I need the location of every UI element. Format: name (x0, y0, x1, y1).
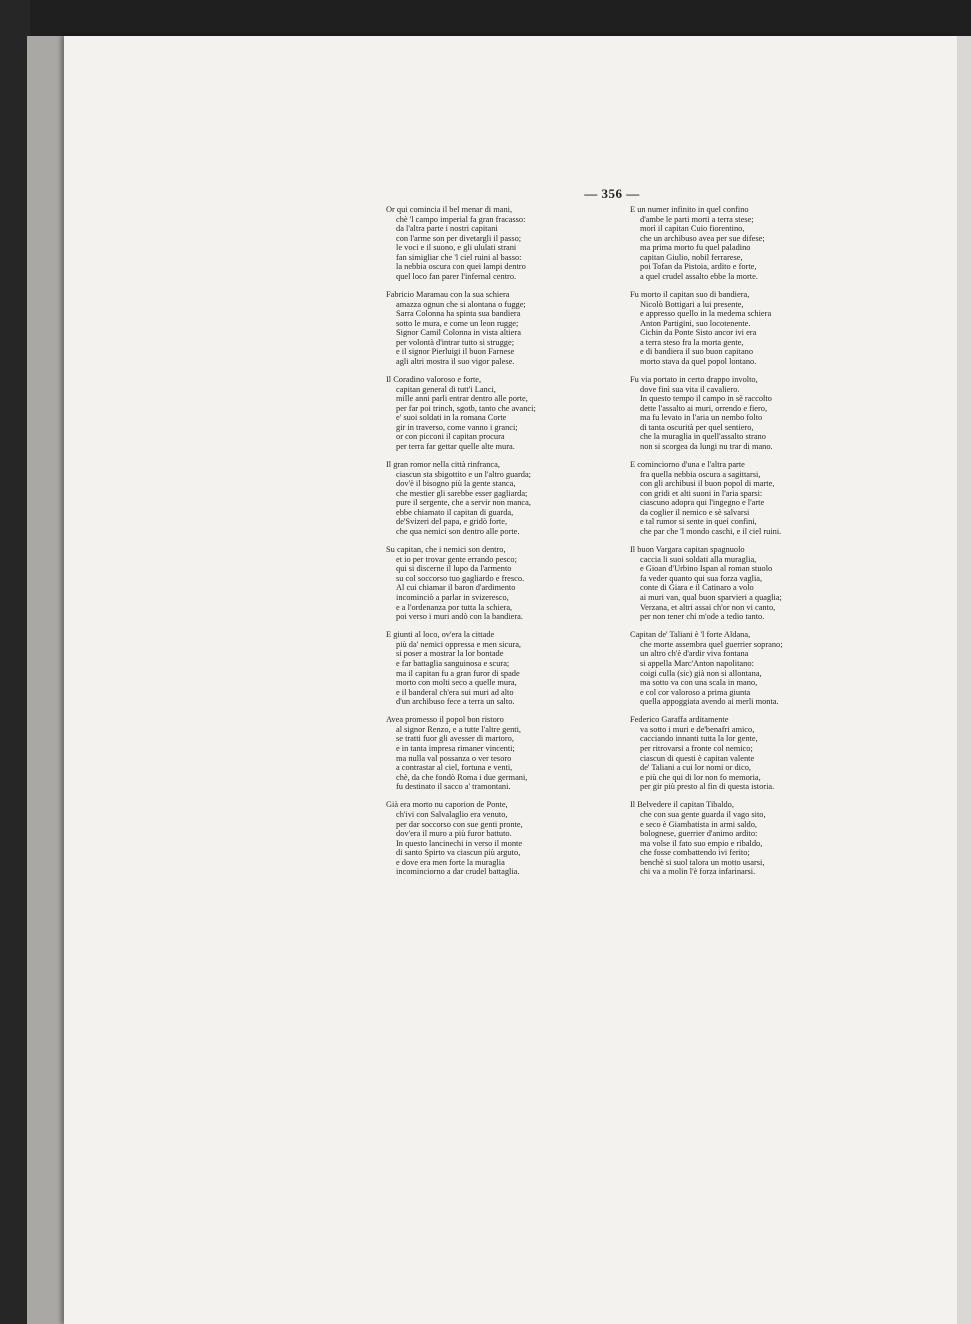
stanza (630, 630, 862, 706)
verse-line: coigi culla (sic) già non si allontana, (640, 668, 762, 678)
verse-line: di tanta oscurità per quel sentiero, (640, 422, 754, 432)
verse-line: Su capitan, che i nemici son dentro, (386, 545, 506, 555)
verse-line: la nebbia oscura con quei lampi dentro (396, 262, 526, 272)
verse-line: che con sua gente guarda il vago sito, (640, 809, 766, 819)
verse-line: morto stava da quel popol lontano. (640, 356, 757, 366)
verse-line: e col cor valoroso a prima giunta (640, 687, 751, 697)
verse-line: ciascun sta sbigottito e un l'altro guarda; (396, 469, 532, 479)
verse-line: d'ambe le parti morti a terra stese; (640, 214, 754, 224)
verse-line: Nicolò Bottigari a lui presente, (640, 299, 744, 309)
verse-line: non si scorgea da lungi nu trar di mano. (640, 441, 773, 451)
stanza-gap (630, 622, 862, 631)
verse-line: e' suoi soldati in la romana Corte (396, 413, 507, 423)
stanza (630, 545, 862, 621)
verse-line: a contrastar al ciel, fortuna e venti, (396, 763, 513, 773)
verse-line: per dar soccorso con sue genti pronte, (396, 819, 523, 829)
verse-line: ma prima morto fu quel paladino (640, 243, 751, 253)
verse-line: per far poi trinch, sgotb, tanto che avanci; (396, 403, 536, 413)
verse-line: un altro ch'è d'ardir viva fontana (640, 649, 749, 659)
verse-line: che un archibuso avea per sue difese; (640, 233, 765, 243)
verse-line: che mestier gli sarebbe esser gagliarda; (396, 488, 528, 498)
verse-line: fa veder quanto qui sua forza vaglia, (640, 573, 763, 583)
verse-line: benchè si suol talora un motto usarsi, (640, 857, 765, 867)
verse-line: morì il capitan Cuio fiorentino, (640, 224, 745, 234)
verse-line: et io per trovar gente errando pesco; (396, 554, 517, 564)
scanner-left-border (0, 0, 30, 1324)
stanza (386, 715, 618, 791)
verse-line: e in tanta impresa rimaner vincenti; (396, 744, 515, 754)
poem-column-left (386, 205, 618, 877)
verse-line: che fosse combattendo ivi ferito; (640, 848, 750, 858)
verse-line: quel loco fan parer l'infernal centro. (396, 271, 517, 281)
verse-line: e far battaglia sanguinosa e scura; (396, 658, 510, 668)
verse-line: Fu morto il capitan suo di bandiera, (630, 290, 750, 300)
verse-line: qui si discerne il lupo da l'armento (396, 564, 512, 574)
verse-line: Or qui comincia il bel menar di mani, (386, 205, 513, 214)
stanza-gap (386, 622, 618, 631)
verse-line: dette l'assalto ai muri, orrendo e fiero, (640, 403, 768, 413)
verse-line: e appresso quello in la medema schiera (640, 309, 772, 319)
verse-line: ma nulla val possanza o ver tesoro (396, 753, 512, 763)
verse-line: sotto le mura, e come un leon rugge; (396, 318, 519, 328)
verse-line: ciascuno adopra qui l'ingegno e l'arte (640, 498, 765, 508)
verse-line: con gli archibusi il buon popol di marte, (640, 479, 775, 489)
verse-line: per terra far gettar quelle alte mura. (396, 441, 515, 451)
verse-line: e più che qui di lor non fo memoria, (640, 772, 761, 782)
verse-line: ai muri van, qual buon sparvieri a quaglia; (640, 592, 782, 602)
verse-line: Il Belvedere il capitan Tibaldo, (630, 800, 734, 810)
verse-line: di santo Spirto va ciascun più arguto, (396, 848, 521, 858)
verse-line: per non tener chi m'ode a tedio tanto. (640, 612, 765, 622)
verse-line: e il banderal ch'era sui muri ad alto (396, 687, 514, 697)
verse-line: capitan Giulio, nobil ferrarese, (640, 252, 743, 262)
stanza-gap (630, 366, 862, 375)
verse-line: chè 'l campo imperial fa gran fracasso: (396, 214, 526, 224)
stanza-gap (386, 452, 618, 461)
verse-line: pure il sergente, che a servir non manca, (396, 498, 531, 508)
verse-line: incominciorno a dar crudel battaglia. (396, 867, 520, 877)
verse-line: per volontà d'intrar tutto si strugge; (396, 337, 515, 347)
verse-line: ebbe chiamato il capitan di guarda, (396, 507, 514, 517)
verse-line: a quel crudel assalto ebbe la morte. (640, 271, 758, 281)
stanza-gap (386, 707, 618, 716)
verse-line: amazza ognun che si alontana o fugge; (396, 299, 526, 309)
stanza (630, 375, 862, 451)
verse-line: al signor Renzo, e a tutte l'altre genti, (396, 724, 521, 734)
verse-line: Capitan de' Taliani è 'l forte Aldana, (630, 630, 751, 640)
verse-line: Sarra Colonna ha spinta sua bandiera (396, 309, 521, 319)
verse-line: Avea promesso il popol bon ristoro (386, 715, 504, 725)
verse-line: va sotto i muri e de'benafri amico, (640, 724, 755, 734)
verse-line: capitan general di tutt'i Lanci, (396, 384, 496, 394)
stanza-gap (630, 792, 862, 801)
verse-line: Il gran romor nella città rinfranca, (386, 460, 500, 470)
stanza-gap (630, 707, 862, 716)
verse-line: fra quella nebbia oscura a sagittarsi, (640, 469, 761, 479)
verse-line: mille anni parli entrar dentro alle porte, (396, 394, 528, 404)
verse-line: le voci e il suono, e gli ululati strani (396, 243, 517, 253)
verse-line: con gridi et alti suoni in l'aria sparsi: (640, 488, 763, 498)
verse-line: dov'è il bisogno più la gente stanca, (396, 479, 516, 489)
verse-line: Signor Camil Colonna in vista altiera (396, 328, 521, 338)
verse-line: che par che 'l mondo caschi, e il ciel ruini. (640, 527, 782, 537)
verse-line: ma sotto va con una scala in mano, (640, 678, 758, 688)
verse-line: con l'arme son per divetargli il passo; (396, 233, 522, 243)
stanza (386, 800, 618, 876)
verse-line: si appella Marc'Anton napolitano: (640, 658, 754, 668)
verse-line: conte di Giara e il Catinaro a volo (640, 583, 754, 593)
verse-line: In questo lancinechi in verso il monte (396, 838, 523, 848)
stanza (630, 460, 862, 536)
stanza-gap (386, 366, 618, 375)
verse-line: poi verso i muri andò con la bandiera. (396, 612, 523, 622)
verse-line: Federico Garaffa arditamente (630, 715, 729, 725)
verse-line: Anton Partigini, suo locotenente. (640, 318, 751, 328)
verse-line: E cominciorno d'una e l'altra parte (630, 460, 745, 470)
stanza (630, 205, 862, 281)
verse-line: che la muraglia in quell'assalto strano (640, 432, 766, 442)
stanza (386, 375, 618, 451)
verse-line: e dove era men forte la muraglia (396, 857, 505, 867)
stanza (386, 545, 618, 621)
verse-line: e tal rumor si sente in quei confini, (640, 517, 757, 527)
verse-line: ma il capitan fu a gran furor di spade (396, 668, 520, 678)
stanza (386, 205, 618, 281)
stanza-gap (630, 452, 862, 461)
stanza (386, 460, 618, 536)
page-right-edge (957, 36, 971, 1324)
verse-line: Al cui chiamar il baron d'ardimento (396, 583, 516, 593)
stanza (630, 290, 862, 366)
verse-line: e Gioan d'Urbino Ispan al roman stuolo (640, 564, 773, 574)
verse-line: e seco è Giambatista in armi saldo, (640, 819, 757, 829)
verse-line: quella appoggiata avendo ai merli monta. (640, 697, 779, 707)
verse-line: dove finì sua vita il cavaliero. (640, 384, 740, 394)
verse-line: de' Taliani a cui lor nomi or dico, (640, 763, 752, 773)
verse-line: per ritrovarsi a fronte col nemico; (640, 744, 753, 754)
stanza (630, 800, 862, 876)
stanza-gap (630, 281, 862, 290)
verse-line: In questo tempo il campo in sè raccolto (640, 394, 772, 404)
verse-line: si poser a mostrar la lor bontade (396, 649, 504, 659)
verse-line: Verzana, et altri assai ch'or non vi canto, (640, 602, 776, 612)
verse-line: caccia li suoi soldati alla muraglia, (640, 554, 757, 564)
stanza-gap (386, 792, 618, 801)
verse-line: Già era morto nu caporion de Ponte, (386, 800, 508, 810)
verse-line: che morte assembra quel guerrier soprano; (640, 639, 783, 649)
verse-line: Cichin da Ponte Sisto ancor ivi era (640, 328, 757, 338)
verse-line: e il signor Pierluigi il buon Farnese (396, 347, 515, 357)
verse-line: ch'ivi con Salvalaglio era venuto, (396, 809, 508, 819)
verse-line: poi Tofan da Pistoia, ardito e forte, (640, 262, 757, 272)
verse-line: fan simigliar che 'l ciel ruini al basso: (396, 252, 522, 262)
verse-line: bolognese, guerrier d'animo ardito: (640, 829, 758, 839)
stanza (386, 290, 618, 366)
verse-line: ma fu levato in l'aria un nembo folto (640, 413, 763, 423)
verse-line: più da' nemici oppressa e men sicura, (396, 639, 521, 649)
verse-line: agli altri mostra il suo vigor palese. (396, 356, 515, 366)
stanza (630, 715, 862, 791)
verse-line: da coglier il nemico e sè salvarsi (640, 507, 750, 517)
verse-line: gir in traverso, come vanno i granci; (396, 422, 518, 432)
verse-line: per gir più presto al fin di questa istoria. (640, 782, 775, 792)
scanner-top-border (0, 0, 971, 36)
verse-line: e a l'ordenanza por tutta la schiera, (396, 602, 513, 612)
verse-line: E giunti al loco, ov'era la cittade (386, 630, 495, 640)
page-number: — 356 — (584, 186, 640, 201)
stanza-gap (386, 281, 618, 290)
verse-line: fu destinato il sacco a' tramontani. (396, 782, 511, 792)
verse-line: a terra steso fra la morta gente, (640, 337, 744, 347)
verse-line: ma volse il fato suo empio e ribaldo, (640, 838, 763, 848)
stanza-gap (386, 537, 618, 546)
verse-line: ciascun di questi è capitan valente (640, 753, 755, 763)
verse-line: chè, da che fondò Roma i due germani, (396, 772, 528, 782)
verse-line: de'Svizeri del papa, e gridò forte, (396, 517, 508, 527)
verse-line: cacciando innanti tutta la lor gente, (640, 734, 758, 744)
verse-line: or con picconi il capitan procura (396, 432, 505, 442)
verse-line: se tratti fuor gli avesser di martoro, (396, 734, 514, 744)
verse-line: Il buon Vargara capitan spagnuolo (630, 545, 745, 555)
verse-line: su col soccorso tuo gagliardo e fresco. (396, 573, 525, 583)
verse-line: morto con molti seco a quelle mura, (396, 678, 517, 688)
verse-line: incominciò a parlar in svizeresco, (396, 592, 509, 602)
stanza (386, 630, 618, 706)
verse-line: chi va a molin l'è forza infarinarsi. (640, 867, 756, 877)
verse-line: e di bandiera il suo buon capitano (640, 347, 754, 357)
verse-line: Fu via portato in certo drappo involto, (630, 375, 758, 385)
verse-line: che qua nemici son dentro alle porte. (396, 527, 520, 537)
verse-line: d'un archibuso fece a terra un salto. (396, 697, 515, 707)
verse-line: E un numer infinito in quel confino (630, 205, 749, 214)
stanza-gap (630, 537, 862, 546)
verse-line: da l'altra parte i nostri capitani (396, 224, 498, 234)
verse-line: Il Coradino valoroso e forte, (386, 375, 482, 385)
verse-line: dov'era il muro a più furor battuto. (396, 829, 512, 839)
poem-column-right (630, 205, 862, 877)
verse-line: Fabricio Maramau con la sua schiera (386, 290, 510, 300)
